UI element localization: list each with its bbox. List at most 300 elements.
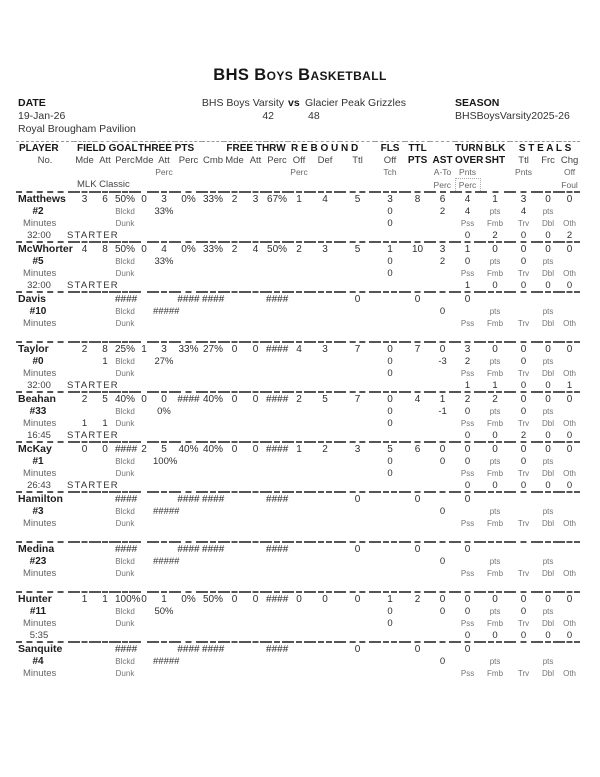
stat-cell: 0: [135, 242, 153, 255]
stat-cell: [224, 205, 245, 217]
stat-cell: [510, 555, 537, 567]
stat-cell: 1: [102, 355, 108, 367]
stat-cell: [245, 505, 266, 517]
player-block: [16, 342, 580, 392]
stat-cell: [224, 479, 245, 492]
stat-cell: 0: [559, 192, 580, 205]
stat-cell: [95, 667, 115, 679]
stat-cell: pts: [542, 556, 554, 566]
stat-cell: [224, 667, 245, 679]
stat-cell: 0%: [157, 405, 171, 417]
stat-cell: [135, 517, 153, 529]
stat-cell: 0: [537, 242, 559, 255]
stat-cell: Fmb: [487, 218, 504, 228]
stat-cell: [405, 417, 430, 429]
stat-cell: [202, 405, 224, 417]
player-number: #1: [32, 455, 44, 467]
stat-cell: [310, 317, 340, 329]
stat-cell: [510, 642, 537, 655]
stat-cell: pts: [489, 606, 501, 616]
minutes-label: Minutes: [23, 417, 57, 429]
stat-cell: [224, 405, 245, 417]
stat-cell: [175, 655, 202, 667]
stat-cell: 0: [245, 342, 266, 355]
stat-cell: 2: [464, 355, 471, 367]
stat-cell: 0: [375, 392, 405, 405]
stat-cell: 0: [464, 255, 471, 267]
stat-cell: [224, 417, 245, 429]
stat-cell: [510, 492, 537, 505]
column-header: [175, 166, 288, 179]
stat-cell: 2: [520, 429, 527, 441]
column-header: Perc: [115, 154, 135, 166]
stat-cell: [310, 279, 340, 292]
stat-cell: [175, 455, 202, 467]
stat-cell: [559, 205, 580, 217]
stat-cell: [288, 629, 310, 642]
stat-cell: Blckd: [115, 306, 135, 316]
stat-cell: ####: [202, 293, 225, 305]
stat-cell: [288, 279, 310, 292]
stat-cell: 0: [480, 342, 510, 355]
stat-cell: 0: [545, 629, 551, 641]
stat-cell: [430, 317, 455, 329]
stat-cell: pts: [489, 506, 501, 516]
player-row: [16, 492, 580, 505]
stat-cell: 2: [224, 242, 245, 255]
column-header: MLK Classic: [74, 179, 135, 193]
stat-cell: 0: [520, 355, 527, 367]
stat-cell: [245, 492, 266, 505]
stat-cell: ####: [115, 643, 138, 655]
stat-cell: [74, 667, 95, 679]
stat-cell: 2: [439, 255, 446, 267]
stat-cell: Fmb: [487, 518, 504, 528]
stat-cell: Pss: [460, 618, 475, 628]
stat-cell: 0: [559, 592, 580, 605]
stat-cell: [288, 479, 310, 492]
stat-cell: [340, 367, 375, 379]
stat-cell: 1: [430, 392, 455, 405]
stat-cell: 8: [95, 342, 115, 355]
stat-cell: [375, 555, 405, 567]
stat-cell: [202, 355, 224, 367]
column-header: Off: [292, 154, 306, 166]
stat-cell: Pss: [460, 668, 475, 678]
stat-cell: 0: [430, 342, 455, 355]
player-time: 32:00: [27, 279, 51, 291]
stat-cell: Dunk: [115, 618, 135, 628]
stat-cell: [340, 205, 375, 217]
stat-cell: 2: [74, 392, 95, 405]
stat-cell: 5: [340, 192, 375, 205]
stat-cell: [245, 279, 266, 292]
header-row: [16, 179, 580, 193]
stat-cell: [559, 355, 580, 367]
stat-cell: [340, 229, 375, 242]
stat-cell: [340, 429, 375, 442]
stat-cell: [135, 329, 580, 342]
stat-cell: [266, 379, 288, 392]
stat-cell: 5: [375, 442, 405, 455]
stat-cell: [245, 355, 266, 367]
stat-cell: [310, 217, 340, 229]
stat-cell: #####: [153, 555, 180, 567]
stat-cell: [340, 355, 375, 367]
stat-cell: [202, 279, 224, 292]
stat-cell: [310, 255, 340, 267]
stat-cell: 0: [464, 605, 471, 617]
stat-cell: Fmb: [487, 268, 504, 278]
stat-cell: 0: [492, 279, 498, 291]
stat-cell: [266, 655, 288, 667]
stat-cell: 3: [340, 442, 375, 455]
stat-cell: [74, 217, 95, 229]
stat-cell: 2: [405, 592, 430, 605]
player-block: [16, 192, 580, 242]
stat-cell: 33%: [154, 255, 174, 267]
stat-cell: [405, 455, 430, 467]
stat-cell: [224, 467, 245, 479]
stat-cell: [288, 517, 310, 529]
stat-cell: [266, 405, 288, 417]
stat-cell: 0: [464, 229, 471, 241]
stat-cell: ####: [202, 493, 225, 505]
stat-cell: [153, 492, 175, 505]
stat-cell: [135, 429, 153, 442]
stat-cell: 40%: [203, 443, 224, 455]
stat-cell: [405, 555, 430, 567]
player-row: [16, 679, 580, 691]
stat-cell: [375, 667, 405, 679]
stat-cell: [74, 617, 95, 629]
stat-cell: [175, 617, 202, 629]
stat-cell: 3: [310, 342, 340, 355]
stat-cell: [537, 542, 559, 555]
player-row: [16, 355, 580, 367]
stat-cell: [74, 642, 95, 655]
stat-cell: [266, 279, 288, 292]
stat-cell: [405, 667, 430, 679]
stat-cell: 3: [310, 242, 340, 255]
stat-cell: [245, 367, 266, 379]
stat-cell: [340, 405, 375, 417]
column-header: [16, 179, 74, 193]
stat-cell: [340, 667, 375, 679]
stat-cell: [375, 379, 405, 392]
stat-cell: [288, 217, 310, 229]
stat-cell: 0: [520, 479, 527, 491]
stat-cell: [340, 217, 375, 229]
stat-cell: [153, 629, 175, 642]
column-header: Def: [317, 154, 333, 166]
stat-cell: Dunk: [115, 668, 135, 678]
stat-cell: [245, 617, 266, 629]
stat-cell: 0: [387, 355, 393, 367]
stat-cell: [153, 292, 175, 305]
stat-cell: [310, 292, 340, 305]
stat-cell: 0: [545, 429, 551, 441]
stat-cell: [266, 605, 288, 617]
column-header: Ttl: [352, 154, 363, 166]
minutes-label: Minutes: [23, 517, 57, 529]
stat-cell: [430, 517, 455, 529]
season-block: [455, 97, 570, 123]
stat-cell: ####: [115, 443, 138, 455]
stat-cell: 27%: [154, 355, 174, 367]
stat-cell: Pss: [460, 218, 475, 228]
stat-cell: [224, 655, 245, 667]
stat-cell: 0: [439, 555, 446, 567]
stat-cell: [405, 505, 430, 517]
stat-cell: [405, 205, 430, 217]
stat-cell: pts: [542, 306, 554, 316]
stat-cell: [430, 617, 455, 629]
stat-cell: [202, 555, 224, 567]
stat-cell: [310, 617, 340, 629]
stat-cell: 4: [464, 205, 471, 217]
player-block: [16, 492, 580, 542]
stat-cell: 0: [405, 492, 430, 505]
stat-cell: [175, 379, 202, 392]
stat-cell: pts: [542, 356, 554, 366]
stat-cell: [559, 305, 580, 317]
player-row: [16, 505, 580, 517]
stat-cell: [245, 479, 266, 492]
stat-cell: Trv: [517, 218, 530, 228]
stat-cell: 0: [537, 342, 559, 355]
stat-cell: [266, 617, 288, 629]
stat-cell: 0: [464, 479, 471, 491]
stat-cell: 0: [480, 592, 510, 605]
column-header: Mde: [225, 154, 244, 166]
stat-cell: Trv: [517, 468, 530, 478]
player-block: [16, 242, 580, 292]
stat-cell: 0: [510, 442, 537, 455]
home-team-block: [150, 97, 284, 123]
player-name: Sanquite: [16, 642, 74, 655]
stat-cell: 3: [430, 242, 455, 255]
stat-cell: [430, 217, 455, 229]
stat-cell: [202, 505, 224, 517]
stat-cell: [175, 279, 202, 292]
stat-cell: [430, 267, 455, 279]
player-number: #23: [29, 555, 47, 567]
stat-cell: [95, 405, 115, 417]
stat-cell: [202, 429, 224, 442]
stat-cell: 0: [455, 442, 480, 455]
stat-cell: 0: [455, 592, 480, 605]
stat-cell: [224, 317, 245, 329]
stat-cell: Dbl: [542, 468, 555, 478]
stat-cell: [537, 492, 559, 505]
stat-cell: [224, 555, 245, 567]
stat-cell: [74, 555, 95, 567]
stat-cell: [224, 542, 245, 555]
stat-cell: 0: [340, 542, 375, 555]
stat-cell: pts: [542, 206, 554, 216]
stat-cell: Oth: [563, 618, 576, 628]
stat-cell: 0: [455, 542, 480, 555]
minutes-label: Minutes: [23, 317, 57, 329]
stat-cell: 1: [288, 442, 310, 455]
stat-cell: [288, 355, 310, 367]
stat-cell: [266, 455, 288, 467]
stat-cell: [288, 367, 310, 379]
stat-cell: 7: [405, 342, 430, 355]
stat-cell: 5: [340, 242, 375, 255]
stat-cell: [245, 229, 266, 242]
player-number: #4: [32, 655, 44, 667]
stat-cell: 0: [245, 442, 266, 455]
player-row: [16, 592, 580, 605]
stat-cell: [74, 267, 95, 279]
stat-cell: [310, 505, 340, 517]
player-name: Medina: [16, 542, 74, 555]
stat-cell: [310, 642, 340, 655]
stat-cell: [375, 567, 405, 579]
stat-cell: [405, 655, 430, 667]
stat-cell: 0: [520, 229, 527, 241]
stat-cell: [455, 655, 480, 667]
player-row: [16, 392, 580, 405]
stat-cell: pts: [489, 206, 501, 216]
stat-cell: [153, 479, 175, 492]
stat-cell: [405, 479, 430, 492]
player-time: [16, 679, 74, 691]
stat-cell: [266, 479, 288, 492]
stat-cell: 2: [135, 442, 153, 455]
player-block: [16, 292, 580, 342]
column-header: Frc: [541, 154, 555, 166]
stat-cell: [375, 642, 405, 655]
stat-cell: 0: [492, 629, 498, 641]
stat-cell: [310, 555, 340, 567]
stat-cell: 0: [340, 642, 375, 655]
stat-cell: [430, 667, 455, 679]
stat-cell: [340, 417, 375, 429]
player-number: #3: [32, 505, 44, 517]
stat-cell: [95, 367, 115, 379]
stat-cell: [430, 642, 455, 655]
player-row: [16, 279, 580, 292]
stat-cell: Oth: [563, 268, 576, 278]
stat-cell: 2: [439, 205, 446, 217]
stat-cell: ####: [266, 343, 289, 355]
stat-cell: 0: [439, 655, 446, 667]
stat-cell: [175, 229, 202, 242]
stat-cell: 0: [520, 629, 527, 641]
stat-cell: 50%: [115, 243, 136, 255]
stat-cell: 0: [480, 242, 510, 255]
stat-cell: ####: [202, 643, 225, 655]
stat-cell: [245, 317, 266, 329]
stat-cell: 0: [387, 267, 393, 279]
stat-cell: 0%: [175, 192, 202, 205]
column-header: [135, 179, 430, 193]
column-header: FLS: [375, 142, 405, 155]
stat-cell: [559, 642, 580, 655]
stat-cell: [95, 267, 115, 279]
away-team: Glacier Peak Grizzles: [305, 97, 406, 109]
stat-cell: ####: [266, 293, 289, 305]
header-row: [16, 142, 580, 155]
stat-cell: 0: [520, 255, 527, 267]
stat-cell: [224, 629, 245, 642]
stat-cell: 0: [455, 492, 480, 505]
stat-cell: 0: [387, 367, 393, 379]
stat-cell: [202, 267, 224, 279]
column-header: Chg: [560, 154, 579, 166]
stat-cell: [202, 567, 224, 579]
stat-cell: [375, 479, 405, 492]
stat-cell: 3: [74, 192, 95, 205]
stat-cell: Pss: [460, 568, 475, 578]
stat-cell: pts: [489, 656, 501, 666]
stat-cell: [266, 667, 288, 679]
stat-cell: pts: [489, 556, 501, 566]
stat-cell: 0: [439, 305, 446, 317]
stat-cell: ####: [266, 443, 289, 455]
stat-cell: [153, 567, 175, 579]
stat-cell: 10: [405, 242, 430, 255]
stat-cell: [310, 667, 340, 679]
stat-cell: 4: [153, 242, 175, 255]
stat-cell: 33%: [175, 342, 202, 355]
stat-cell: [288, 505, 310, 517]
column-header: Mde: [135, 154, 154, 166]
stat-cell: [340, 555, 375, 567]
stat-cell: [224, 567, 245, 579]
stat-cell: [95, 255, 115, 267]
stat-cell: -1: [438, 405, 447, 417]
stat-cell: [288, 542, 310, 555]
stat-cell: pts: [489, 356, 501, 366]
stat-cell: Dbl: [542, 218, 555, 228]
stat-cell: [175, 429, 202, 442]
stat-cell: 1: [74, 592, 95, 605]
stat-cell: [559, 555, 580, 567]
stat-cell: 27%: [203, 343, 224, 355]
stat-cell: [430, 567, 455, 579]
stat-cell: 1: [135, 342, 153, 355]
stat-cell: [340, 317, 375, 329]
column-header: [310, 166, 375, 179]
stat-cell: 33%: [203, 193, 224, 205]
stat-cell: [405, 379, 430, 392]
stat-cell: [340, 655, 375, 667]
stat-cell: [245, 429, 266, 442]
stat-cell: [266, 567, 288, 579]
stat-cell: 0: [464, 405, 471, 417]
player-time: 16:45: [27, 429, 51, 441]
starter-badge: [74, 629, 135, 642]
stat-cell: 0: [153, 392, 175, 405]
starter-badge: [74, 679, 135, 691]
stat-cell: [135, 217, 153, 229]
stat-cell: 1: [375, 592, 405, 605]
stat-cell: [135, 542, 153, 555]
player-row: [16, 667, 580, 679]
stat-cell: [95, 642, 115, 655]
stat-cell: [175, 417, 202, 429]
stat-cell: [266, 205, 288, 217]
stats-table: [16, 141, 580, 691]
stat-cell: 0: [439, 605, 446, 617]
stat-cell: [405, 617, 430, 629]
minutes-label: Minutes: [23, 367, 57, 379]
stat-cell: Dbl: [542, 668, 555, 678]
